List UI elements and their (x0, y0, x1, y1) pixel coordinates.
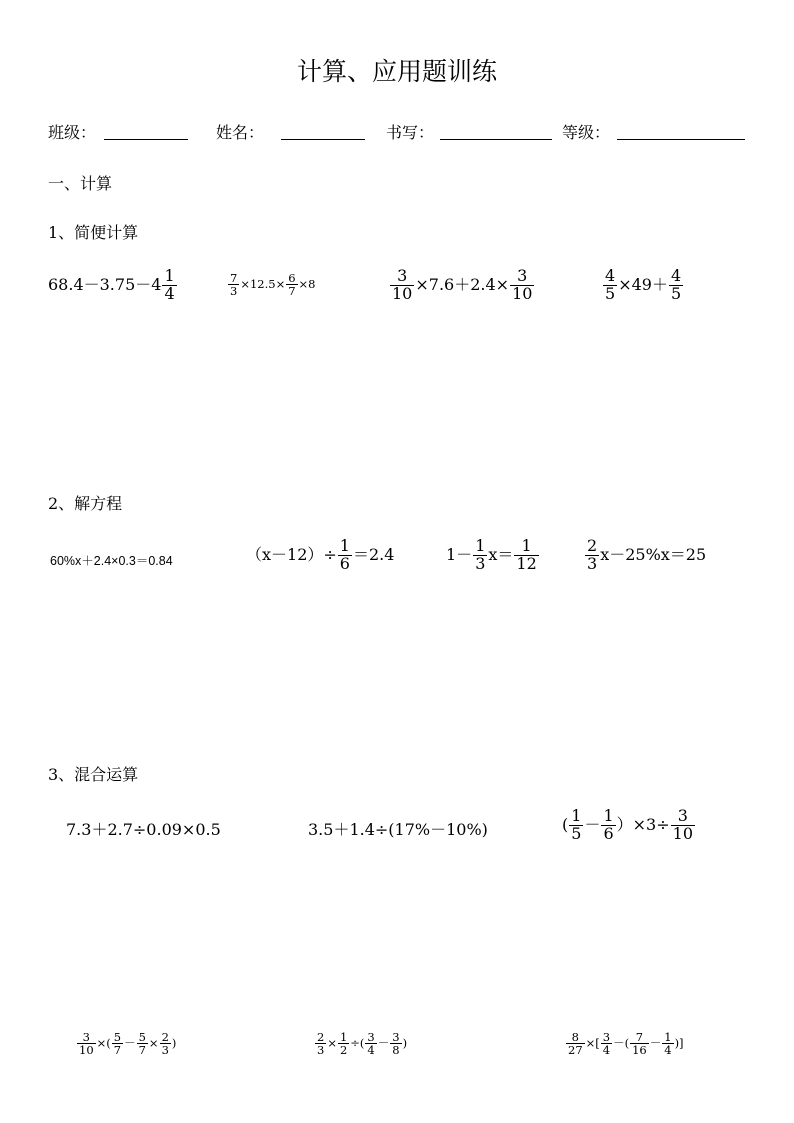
fraction (338, 1031, 349, 1056)
fraction (601, 1031, 612, 1056)
numerator: 1 (603, 806, 614, 825)
numerator: 3 (602, 1030, 611, 1044)
fraction (162, 268, 176, 303)
numerator: 1 (664, 1030, 672, 1044)
equation-2-4 (584, 538, 706, 573)
expr-text: （x－12）÷ (246, 545, 337, 565)
expr-text: 60%x＋2.4×0.3＝0.84 (50, 554, 173, 568)
denominator: 2 (339, 1043, 348, 1058)
denominator: 4 (367, 1043, 375, 1058)
expr-text: x－25%x＝25 (600, 545, 707, 565)
fraction (77, 1031, 96, 1056)
denominator: 6 (603, 823, 614, 843)
expr-text: 68.4－3.75－4 (48, 275, 162, 295)
denominator: 27 (568, 1043, 583, 1058)
expr-text: ×[ (585, 1035, 600, 1050)
numerator: 2 (317, 1030, 325, 1044)
numerator: 1 (521, 536, 532, 555)
fraction (601, 808, 615, 843)
handwriting-label: 书写： (386, 123, 435, 142)
expr-text: － (377, 1035, 390, 1050)
expr-text: ＝2.4 (352, 545, 395, 565)
problem-1-3 (389, 268, 535, 303)
numerator: 1 (571, 806, 582, 825)
numerator: 4 (605, 266, 616, 285)
denominator: 16 (632, 1043, 647, 1058)
numerator: 3 (367, 1030, 375, 1044)
expr-text: × (148, 1035, 159, 1050)
expr-text: ×49＋ (618, 275, 668, 295)
denominator: 4 (664, 1043, 672, 1058)
fraction (566, 1031, 585, 1056)
denominator: 3 (317, 1043, 325, 1058)
class-blank[interactable] (104, 139, 188, 140)
expr-text: × (327, 1035, 337, 1050)
numerator: 1 (475, 536, 486, 555)
numerator: 8 (571, 1030, 579, 1044)
fraction (569, 808, 583, 843)
denominator: 6 (339, 553, 350, 573)
numerator: 1 (164, 266, 175, 285)
equation-2-2 (246, 538, 394, 573)
expr-text: ×8 (298, 276, 316, 291)
denominator: 7 (288, 284, 296, 299)
handwriting-blank[interactable] (440, 139, 552, 140)
numerator: 5 (138, 1030, 146, 1044)
equation-2-3 (446, 538, 540, 573)
page-title: 计算、应用题训练 (296, 57, 497, 86)
expr-text: 1－ (446, 545, 473, 565)
numerator: 3 (82, 1030, 90, 1044)
expr-text: ×12.5× (240, 276, 286, 291)
expr-text: )] (674, 1035, 684, 1050)
fraction (390, 268, 414, 303)
denominator: 3 (230, 284, 238, 299)
numerator: 3 (677, 806, 688, 825)
numerator: 2 (161, 1030, 169, 1044)
numerator: 4 (670, 266, 682, 285)
fraction (669, 268, 683, 303)
expr-text: －( (613, 1035, 630, 1050)
expr-text: ) (402, 1035, 408, 1050)
sub-heading-equations: 2、解方程 (48, 494, 123, 513)
equation-2-1 (50, 555, 173, 568)
expr-text: － (649, 1035, 662, 1050)
fraction (473, 538, 487, 573)
expr-text: 3.5＋1.4÷(17%－10%) (308, 820, 488, 839)
denominator: 8 (392, 1043, 400, 1058)
expr-text: ( (562, 815, 569, 835)
numerator: 3 (392, 1030, 400, 1044)
fraction (510, 268, 534, 303)
fraction (137, 1031, 148, 1056)
numerator: 2 (587, 536, 598, 555)
fraction (112, 1031, 123, 1056)
expr-text: ×( (96, 1035, 111, 1050)
grade-blank[interactable] (617, 139, 745, 140)
name-blank[interactable] (281, 139, 365, 140)
fraction (671, 808, 695, 843)
denominator: 3 (475, 553, 486, 573)
expr-text: － (124, 1035, 136, 1050)
expr-text: ÷( (350, 1035, 365, 1050)
problem-1-1 (48, 268, 178, 303)
fraction (662, 1031, 673, 1056)
numerator: 1 (339, 536, 350, 555)
problem-1-2 (227, 272, 316, 297)
numerator: 7 (635, 1030, 644, 1044)
problem-1-4 (602, 268, 684, 303)
fraction (390, 1031, 401, 1056)
expr-text: － (584, 815, 601, 835)
denominator: 3 (587, 553, 598, 573)
expr-text: ）×3÷ (616, 815, 670, 835)
numerator: 3 (517, 266, 528, 285)
mixed-3-5 (314, 1031, 407, 1056)
denominator: 4 (602, 1043, 611, 1058)
expr-text: 7.3＋2.7÷0.09×0.5 (66, 820, 221, 839)
numerator: 6 (288, 271, 296, 285)
denominator: 10 (512, 283, 533, 303)
fraction (365, 1031, 376, 1056)
fraction (286, 272, 297, 297)
sub-heading-simplify: 1、简便计算 (48, 223, 139, 242)
grade-label: 等级： (562, 123, 611, 142)
expr-text: ) (171, 1035, 177, 1050)
numerator: 5 (113, 1030, 122, 1044)
name-label: 姓名： (216, 123, 265, 142)
mixed-3-3 (562, 808, 696, 843)
fraction (160, 1031, 171, 1056)
denominator: 10 (79, 1043, 94, 1058)
denominator: 10 (672, 823, 693, 843)
numerator: 7 (230, 271, 238, 285)
denominator: 5 (605, 283, 616, 303)
mixed-3-1 (66, 822, 221, 838)
numerator: 3 (397, 266, 408, 285)
mixed-3-2 (308, 822, 488, 838)
denominator: 7 (138, 1043, 146, 1058)
fraction (585, 538, 599, 573)
denominator: 12 (516, 553, 537, 573)
denominator: 5 (670, 283, 682, 303)
fraction (315, 1031, 326, 1056)
mixed-3-6 (565, 1031, 684, 1056)
sub-heading-mixed: 3、混合运算 (48, 765, 139, 784)
denominator: 3 (161, 1043, 169, 1058)
denominator: 5 (571, 823, 582, 843)
denominator: 7 (113, 1043, 122, 1058)
mixed-3-4 (76, 1031, 176, 1056)
fraction (630, 1031, 649, 1056)
fraction (603, 268, 617, 303)
class-label: 班级： (48, 123, 97, 142)
expr-text: ×7.6＋2.4× (415, 275, 510, 295)
fraction (228, 272, 239, 297)
denominator: 4 (164, 283, 175, 303)
denominator: 10 (392, 283, 413, 303)
expr-text: x＝ (488, 545, 514, 565)
fraction (514, 538, 538, 573)
section-heading: 一、计算 (48, 174, 113, 193)
fraction (338, 538, 352, 573)
numerator: 1 (339, 1030, 348, 1044)
